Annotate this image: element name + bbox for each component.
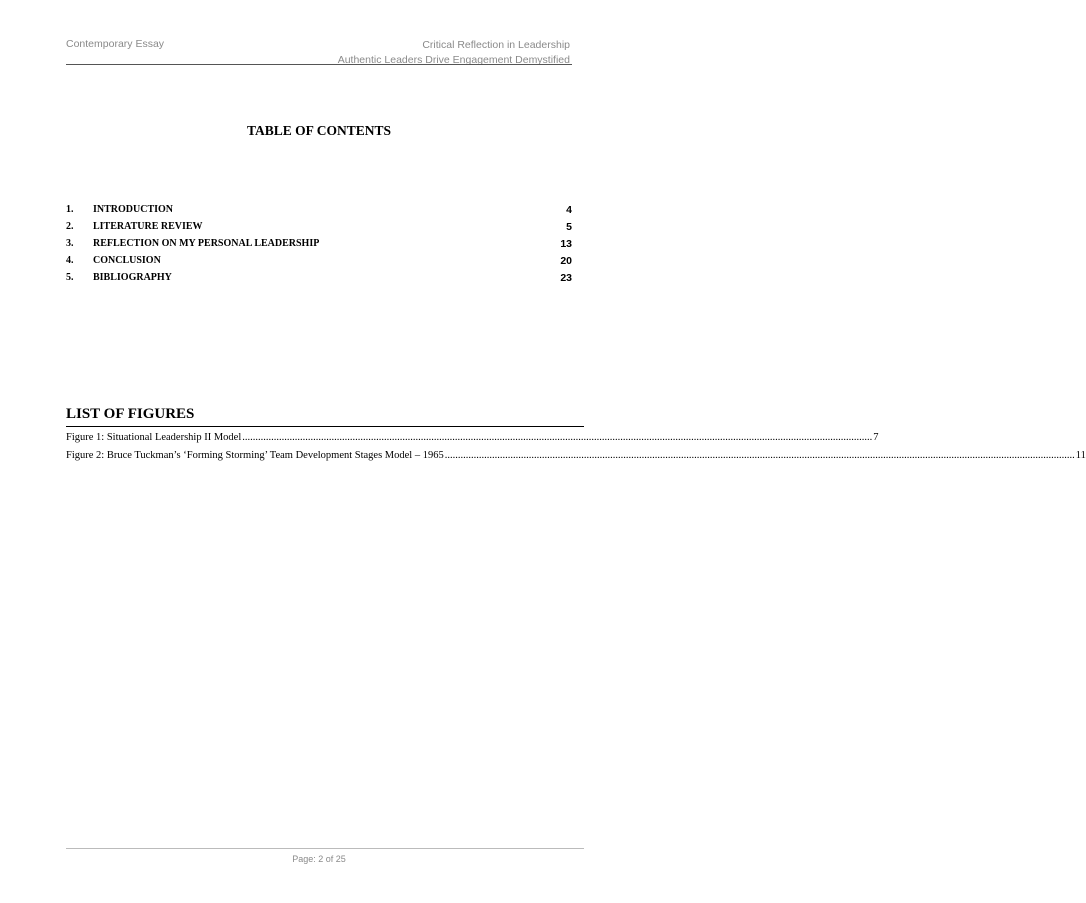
toc-entry-page: 20 [560,255,572,267]
lof-entry[interactable] [66,450,1086,468]
toc-entry[interactable] [66,272,572,289]
toc-entry[interactable] [66,255,572,272]
toc-entry-page: 5 [566,221,572,233]
toc-list [66,204,572,289]
toc-entry[interactable] [66,238,572,255]
toc-entry-page: 4 [566,204,572,216]
dot-leader: ................................................................................................................................................................................................................................................ [242,432,873,443]
lof-entry-page: 7 [873,432,879,443]
footer-divider [66,848,584,849]
lof-entry-label: Figure 1: Situational Leadership II Model [66,432,242,443]
toc-entry[interactable] [66,221,572,238]
lof-title: LIST OF FIGURES [66,406,195,422]
toc-title: TABLE OF CONTENTS [246,123,392,138]
toc-entry[interactable] [66,204,572,221]
toc-entry-page: 23 [560,272,572,284]
page-number: Page: 2 of 25 [292,854,346,864]
toc-entry-label: LITERATURE REVIEW [93,221,203,232]
lof-entry-page: 11 [1075,450,1086,461]
lof-divider [66,426,584,427]
toc-entry-number: 2. [66,221,74,232]
toc-entry-number: 4. [66,255,74,266]
toc-entry-label: INTRODUCTION [93,204,174,215]
toc-entry-number: 5. [66,272,74,283]
toc-entry-label: BIBLIOGRAPHY [93,272,172,283]
header-right-line2: Authentic Leaders Drive Engagement Demystified [337,54,570,66]
dot-leader: ................................................................................................................................................................................................................................................ [444,450,1075,461]
header-left-title: Contemporary Essay [66,38,165,50]
toc-entry-page: 13 [560,238,572,250]
toc-entry-label: REFLECTION ON MY PERSONAL LEADERSHIP [93,238,320,249]
toc-entry-number: 3. [66,238,74,249]
lof-list [66,432,1086,468]
lof-entry[interactable] [66,432,879,450]
toc-entry-number: 1. [66,204,74,215]
header-right-line1: Critical Reflection in Leadership [422,39,570,51]
toc-entry-label: CONCLUSION [93,255,161,266]
lof-entry-label: Figure 2: Bruce Tuckman’s ‘Forming Storming’ Team Development Stages Model – 1965 [66,450,444,461]
header-divider [66,64,572,65]
